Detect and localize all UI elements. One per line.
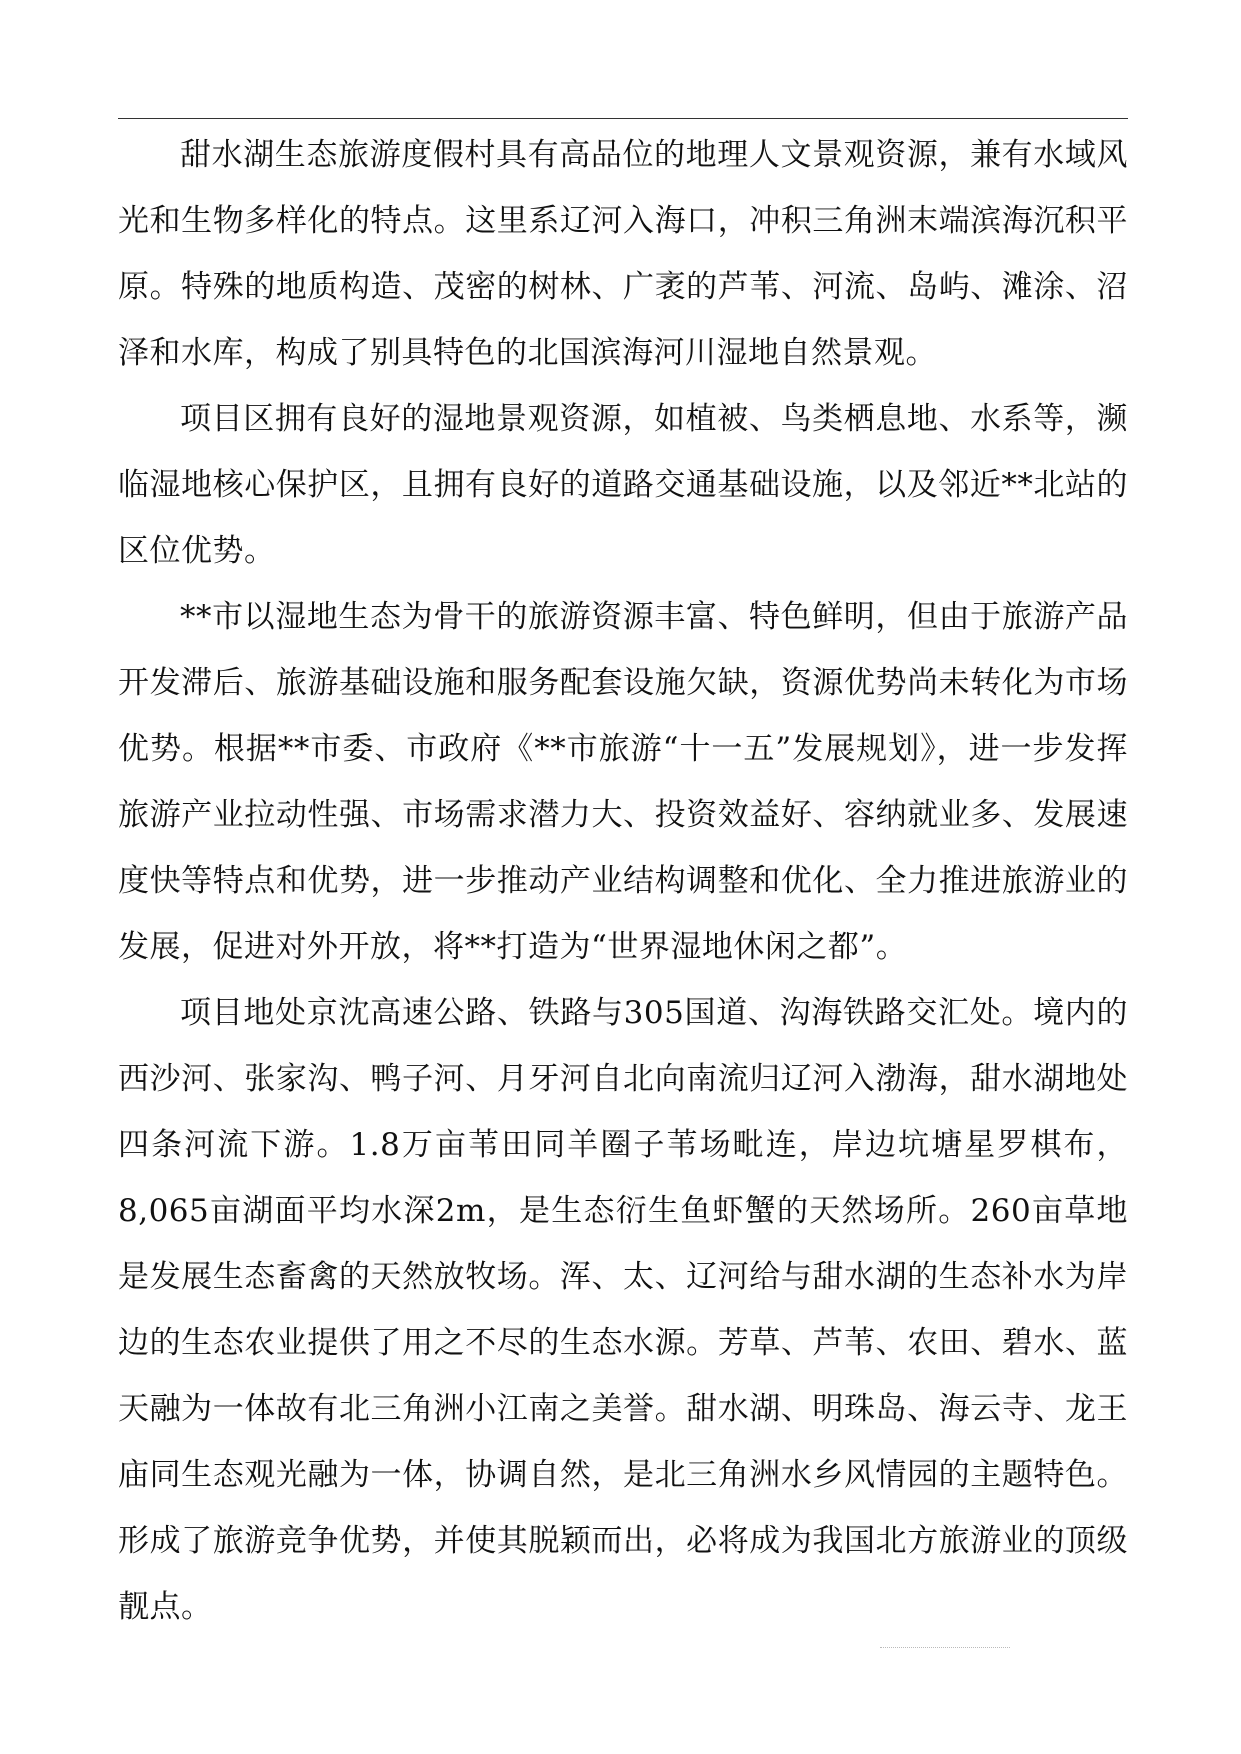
document-body <box>118 122 1128 1640</box>
paragraph-2: 项目区拥有良好的湿地景观资源，如植被、鸟类栖息地、水系等，濒临湿地核心保护区，且拥有良好的道路交通基础设施，以及邻近**北站的区位优势。 <box>118 401 1128 569</box>
paragraph-1: 甜水湖生态旅游度假村具有高品位的地理人文景观资源，兼有水域风光和生物多样化的特点。这里系辽河入海口，冲积三角洲末端滨海沉积平原。特殊的地质构造、茂密的树林、广袤的芦苇、河流、岛屿、滩涂、沼泽和水库，构成了别具特色的北国滨海河川湿地自然景观。 <box>118 137 1128 371</box>
header-rule <box>118 118 1128 119</box>
paragraph-3: **市以湿地生态为骨干的旅游资源丰富、特色鲜明，但由于旅游产品开发滞后、旅游基础设施和服务配套设施欠缺，资源优势尚未转化为市场优势。根据**市委、市政府《**市旅游“十一五”发展规划》，进一步发挥旅游产业拉动性强、市场需求潜力大、投资效益好、容纳就业多、发展速度快等特点和优势，进一步推动产业结构调整和优化、全力推进旅游业的发展，促进对外开放，将**打造为“世界湿地休闲之都”。 <box>118 599 1128 965</box>
footer-mark <box>880 1647 1010 1648</box>
paragraph-4: 项目地处京沈高速公路、铁路与305国道、沟海铁路交汇处。境内的西沙河、张家沟、鸭子河、月牙河自北向南流归辽河入渤海，甜水湖地处四条河流下游。1.8万亩苇田同羊圈子苇场毗连，岸边坑塘星罗棋布，8,065亩湖面平均水深2m，是生态衍生鱼虾蟹的天然场所。260亩草地是发展生态畜禽的天然放牧场。浑、太、辽河给与甜水湖的生态补水为岸边的生态农业提供了用之不尽的生态水源。芳草、芦苇、农田、碧水、蓝天融为一体故有北三角洲小江南之美誉。甜水湖、明珠岛、海云寺、龙王庙同生态观光融为一体，协调自然，是北三角洲水乡风情园的主题特色。形成了旅游竞争优势，并使其脱颖而出，必将成为我国北方旅游业的顶级靓点。 <box>118 995 1128 1625</box>
